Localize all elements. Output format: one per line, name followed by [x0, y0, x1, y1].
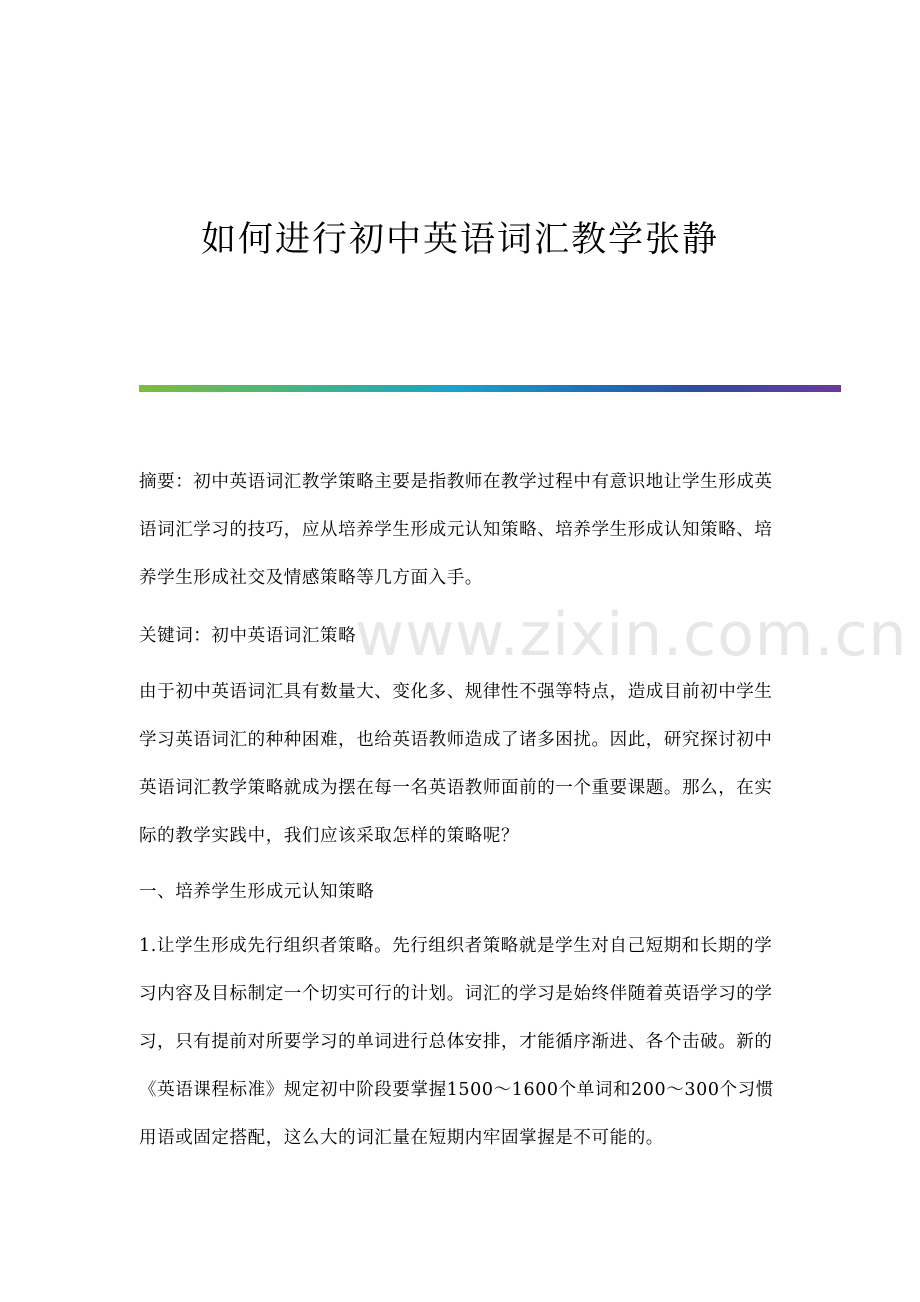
- paragraph-abstract: [139, 458, 779, 602]
- keywords-text: 关键词：初中英语词汇策略: [139, 626, 357, 646]
- paragraph-keywords: [139, 612, 779, 660]
- paragraph-intro: [139, 668, 779, 860]
- title-divider: [139, 385, 841, 392]
- strategy-1-text: 1.让学生形成先行组织者策略。先行组织者策略就是学生对自己短期和长期的学习内容及目标制定一个切实可行的计划。词汇的学习是始终伴随着英语学习的学习，只有提前对所要学习的单词进行总体安排，才能循序渐进、各个击破。新的《英语课程标准》规定初中阶段要掌握1500～1600个单词和200～300个习惯用语或固定搭配，这么大的词汇量在短期内牢固掌握是不可能的。: [139, 936, 774, 1148]
- paragraph-strategy-1: [139, 922, 779, 1162]
- section-heading-1: [139, 868, 779, 916]
- abstract-text: 摘要：初中英语词汇教学策略主要是指教师在教学过程中有意识地让学生形成英语词汇学习的技巧，应从培养学生形成元认知策略、培养学生形成认知策略、培养学生形成社交及情感策略等几方面入手。: [139, 472, 773, 588]
- document-title: 如何进行初中英语词汇教学张静: [200, 220, 719, 260]
- intro-text: 由于初中英语词汇具有数量大、变化多、规律性不强等特点，造成目前初中学生学习英语词汇的种种困难，也给英语教师造成了诸多困扰。因此，研究探讨初中英语词汇教学策略就成为摆在每一名英语教师面前的一个重要课题。那么，在实际的教学实践中，我们应该采取怎样的策略呢？: [139, 682, 773, 846]
- watermark: www.zixin.com.cn: [355, 600, 908, 670]
- section-heading-text: 一、培养学生形成元认知策略: [139, 882, 375, 902]
